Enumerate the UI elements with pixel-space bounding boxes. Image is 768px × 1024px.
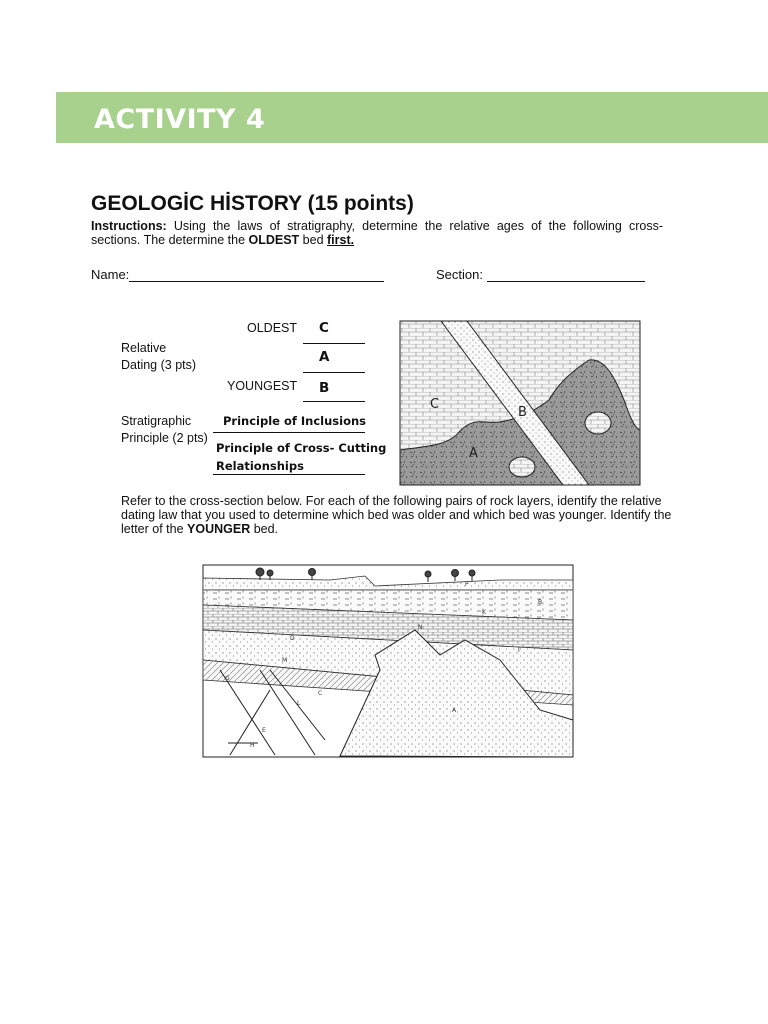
youngest-label: YOUNGEST — [227, 379, 298, 393]
fig2-label-f: F — [465, 581, 469, 588]
section-label: Section: — [436, 267, 483, 282]
answer-3[interactable]: B — [319, 380, 330, 396]
fig2-label-e: E — [262, 727, 266, 734]
refer-bed: bed. — [250, 522, 279, 536]
fig1-label-c: C — [430, 397, 440, 412]
answer-1[interactable]: C — [319, 320, 329, 336]
instructions-oldest: OLDEST — [248, 233, 300, 247]
relative-dating-label-2: Dating (3 pts) — [121, 358, 197, 372]
section-line[interactable] — [487, 267, 645, 282]
cross-section-figure-2 — [200, 560, 576, 760]
refer-text: Refer to the cross-section below. For each of the following pairs of rock layers, identify the relative dating law that you used to determine which bed was older and which bed was younger. Identify the letter of the — [121, 494, 672, 536]
principle-answer-1-line — [213, 432, 365, 433]
principle-answer-2-line — [213, 474, 365, 475]
refer-paragraph — [121, 494, 681, 536]
strat-label-2: Principle (2 pts) — [121, 431, 208, 445]
name-label: Name: — [91, 267, 130, 282]
relative-dating-label-1: Relative — [121, 341, 167, 355]
fig2-label-b: B — [538, 599, 543, 606]
fig2-label-n: N — [418, 624, 423, 631]
name-field[interactable] — [91, 267, 384, 282]
fig2-label-k: K — [482, 609, 486, 616]
fig2-label-d: D — [290, 635, 295, 642]
fig2-label-m: M — [282, 657, 288, 664]
fig1-label-a: A — [469, 446, 478, 461]
name-line[interactable] — [129, 267, 384, 282]
instructions-text: Using the laws of stratigraphy, determine the relative ages of the following cross-sections. The determine the — [91, 219, 663, 247]
fig2-label-l: L — [297, 700, 301, 707]
fig2-label-h: H — [250, 742, 255, 749]
instructions-label: Instructions: — [91, 219, 167, 233]
refer-younger: YOUNGER — [187, 522, 251, 536]
page-title: GEOLOGİC HİSTORY (15 points) — [91, 192, 414, 215]
activity-title: ACTIVITY 4 — [94, 104, 266, 135]
section-field[interactable] — [436, 267, 645, 282]
answer-3-line — [303, 401, 365, 402]
fig2-label-c: C — [318, 690, 323, 697]
fig2-label-i: I — [518, 647, 520, 654]
answer-2-line — [303, 372, 365, 373]
fig1-label-b: B — [518, 405, 527, 420]
principle-answer-1[interactable]: Principle of Inclusions — [223, 414, 367, 428]
instructions-bed: bed — [299, 233, 328, 247]
activity-banner — [56, 92, 768, 143]
cross-section-figure-1 — [399, 320, 641, 486]
principle-answer-2a[interactable]: Principle of Cross- Cutting — [216, 441, 387, 455]
instructions — [91, 219, 663, 247]
answer-1-line — [303, 343, 365, 344]
principle-answer-2b[interactable]: Relationships — [216, 459, 304, 473]
strat-label-1: Stratigraphic — [121, 414, 192, 428]
fig2-label-g: G — [225, 675, 230, 682]
instructions-first: first. — [327, 233, 355, 247]
answer-2[interactable]: A — [319, 349, 330, 365]
fig2-label-a: A — [452, 707, 457, 714]
oldest-label: OLDEST — [247, 321, 298, 335]
